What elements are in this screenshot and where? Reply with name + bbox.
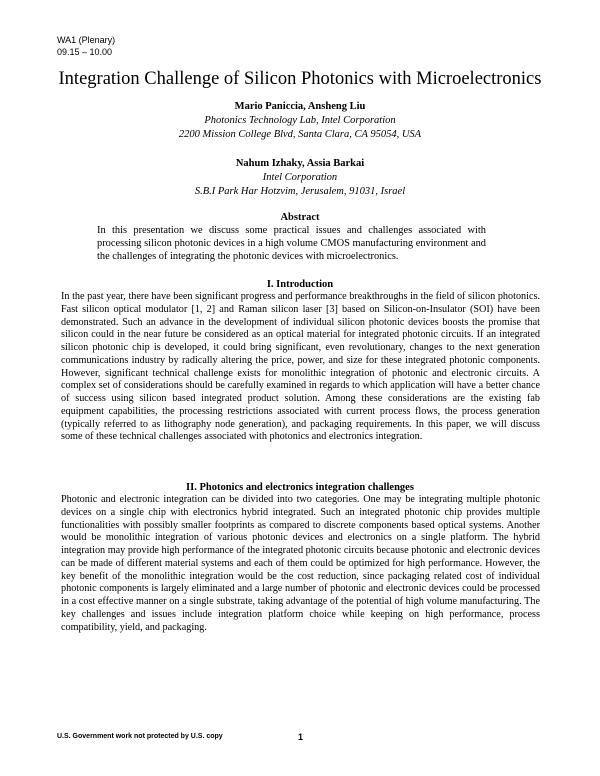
session-header xyxy=(57,34,115,58)
section-heading-introduction: I. Introduction xyxy=(266,279,334,290)
author-names: Nahum Izhaky, Assia Barkai xyxy=(235,158,365,169)
author-affiliation: Intel Corporation xyxy=(262,172,338,183)
author-names: Mario Paniccia, Ansheng Liu xyxy=(234,101,366,112)
author-block-1 xyxy=(0,100,600,142)
author-address: S.B.I Park Har Hotzvim, Jerusalem, 91031, Israel xyxy=(194,186,406,197)
page-number: 1 xyxy=(298,732,304,742)
abstract-heading: Abstract xyxy=(280,212,320,223)
section-text-introduction: In the past year, there have been significant progress and performance breakthroughs in the field of silicon photonics. Fast silicon optical modulator [1, 2] and Raman silicon laser [3] based on Silicon-on-Insulator (SOI) have been demonstrated. Such an advance in the development of individual silicon photonic devices boosts the promise that silicon could in the near future be considered as an optical material for integrated photonic circuits. If an integrated silicon photonic chip is developed, it could bring significant, even revolutionary, changes to the next generation communications industry by radically altering the price, power, and size for these integrated photonic components. However, significant technical challenge exists for monolithic integration of photonic and electronic circuits. A complex set of considerations should be carefully examined in regards to which application will have a better chance of success using silicon based integrated product solution. Among these considerations are the existing fab equipment capabilities, the processing restrictions associated with current process flows, the process generation (typically referred to as lithography node generation), and packaging requirements. In this paper, we will discuss some of these technical challenges associated with photonics and electronics integration. xyxy=(61,291,540,443)
section-text-integration: Photonic and electronic integration can be divided into two categories. One may be integrating multiple photonic devices on a single chip with electronics hybrid integrated. Such an integrated photonic chip provides multiple functionalities with possibly smaller footprints as compared to discrete components based optical systems. Another would be monolithic integration of various photonic devices and electronics on a single platform. The hybrid integration may provide high performance of the integrated photonic circuits because photonic and electronic devices can be made of different material systems and each of them could be optimized for high performance. However, the key benefit of the monolithic integration would be the cost reduction, since packaging related cost of individual photonic components is largely eliminated and a large number of photonic and electronic devices could be processed in a cost effective manner on a single substrate, taking advantage of the potential of high volume manufacturing. The key challenges and issues include integration platform choice while keeping on high performance, process compatibility, yield, and packaging. xyxy=(61,494,540,633)
abstract-text: In this presentation we discuss some practical issues and challenges associated with processing silicon photonic devices in a high volume CMOS manufacturing environment and the challenges of integrating the photonic devices with microelectronics. xyxy=(97,225,486,262)
author-address: 2200 Mission College Blvd, Santa Clara, CA 95054, USA xyxy=(178,129,422,140)
copyright-notice: U.S. Government work not protected by U.S. copy xyxy=(57,733,223,740)
author-block-2 xyxy=(0,157,600,199)
session-label: WA1 (Plenary) xyxy=(57,35,116,45)
session-time: 09.15 – 10.00 xyxy=(57,47,113,57)
paper-title: Integration Challenge of Silicon Photonics with Microelectronics xyxy=(58,69,542,89)
author-affiliation: Photonics Technology Lab, Intel Corporation xyxy=(204,115,396,126)
section-heading-integration: II. Photonics and electronics integration challenges xyxy=(186,482,414,493)
